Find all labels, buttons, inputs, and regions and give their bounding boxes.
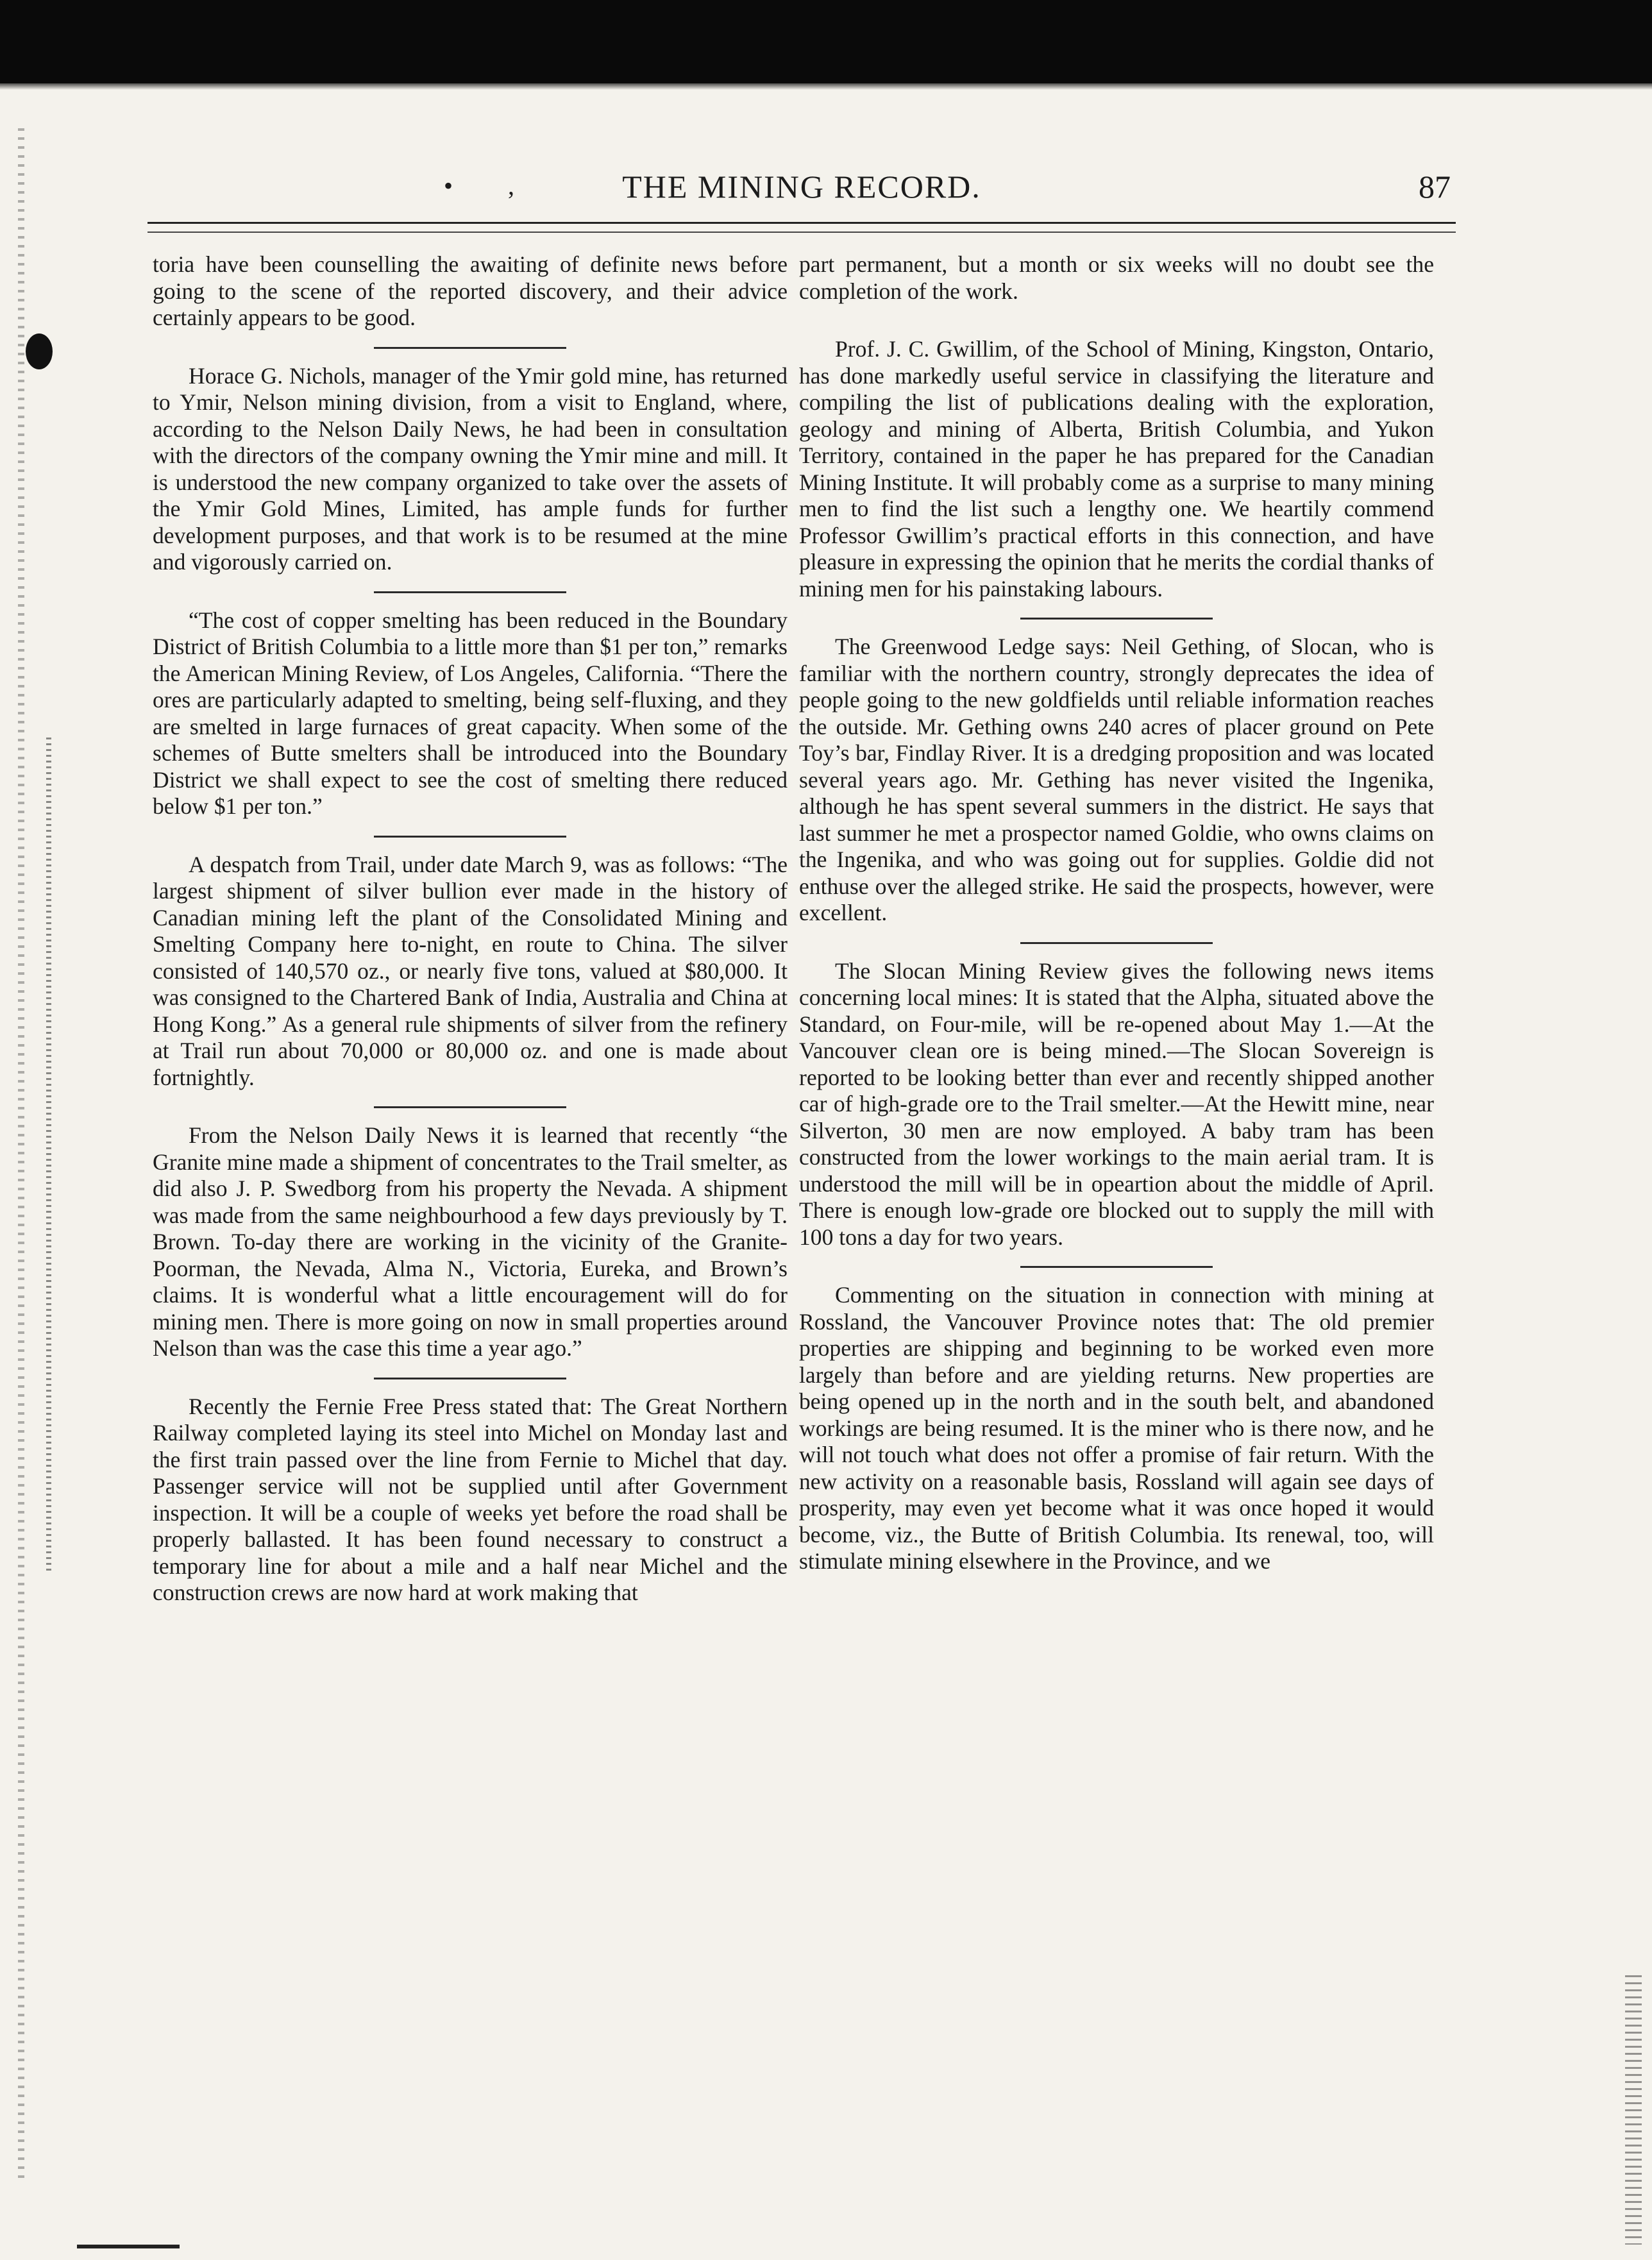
header-rule: [148, 222, 1456, 233]
paragraph-left-1: toria have been counselling the awaiting of definite news before going to the scene of the reported discovery, and their advice certainly appears to be good.: [153, 251, 788, 330]
paragraph-right-3: The Greenwood Ledge says: Neil Gething, of Slocan, who is familiar with the northern country, strongly deprecates the idea of people going to the new goldfields until reliable information reaches the outside. Mr. Gething owns 240 acres of placer ground on Pete Toy’s bar, Findlay River. It is a dredging proposition and was located several years ago. Mr. Gething has never visited the Ingenika, although he has spent several summers in the district. He says that last summer he met a prospector named Goldie, who owns claims on the Ingenika, and who was going out for supplies. Goldie did not enthuse over the alleged strike. He said the prospects, however, were excellent.: [799, 634, 1434, 925]
section-divider: [1020, 618, 1213, 620]
scan-left-edge: [18, 128, 24, 2180]
paragraph-left-3: “The cost of copper smelting has been reduced in the Boundary District of British Columbia to a little more than $1 per ton,” remarks the American Mining Review, of Los Angeles, California. “There the ores are particularly adapted to smelting, being self-fluxing, and they are smelted in large furnaces of great capacity. When some of the schemes of Butte smelters shall be introduced into the Boundary District we shall expect to see the cost of smelting there reduced below $1 per ton.”: [153, 607, 788, 819]
header-dots: • ,: [444, 171, 539, 200]
section-divider: [1020, 942, 1213, 944]
scan-right-edge: [1625, 1975, 1642, 2245]
scan-left-binding: [46, 738, 51, 1571]
section-divider: [374, 836, 566, 838]
journal-title: THE MINING RECORD.: [622, 169, 981, 205]
paragraph-left-2: Horace G. Nichols, manager of the Ymir gold mine, has returned to Ymir, Nelson mining division, from a visit to England, where, according to the Nelson Daily News, he had been in consultation with the directors of the company owning the Ymir mine and mill. It is understood the new company organized to take over the assets of the Ymir Gold Mines, Limited, has ample funds for further development purposes, and that work is to be resumed at the mine and vigorously carried on.: [153, 362, 788, 575]
scan-top-border: [0, 0, 1652, 83]
punch-hole: [26, 333, 53, 369]
paragraph-left-6: Recently the Fernie Free Press stated that: The Great Northern Railway completed laying its steel into Michel on Monday last and the first train passed over the line from Fernie to Michel that day. Passenger service will not be supplied until after Government inspection. It will be a couple of weeks yet before the road shall be properly ballasted. It has been found necessary to construct a temporary line for about a mile and a half near Michel and the construction crews are now hard at work making that: [153, 1393, 788, 1605]
section-divider: [374, 591, 566, 593]
scan-foot-mark: [77, 2245, 180, 2248]
page-number: 87: [1419, 169, 1451, 205]
paragraph-right-5: Commenting on the situation in connection with mining at Rossland, the Vancouver Province notes that: The old premier properties are shipping and beginning to be worked even more largely than before and are yielding returns. New properties are being opened up in the north and in the south belt, and abandoned workings are being resumed. It is the miner who is there now, and he will not touch what does not offer a promise of fair return. With the new activity on a reasonable basis, Rossland will again see days of prosperity, may even yet become what it was once hoped it would become, viz., the Butte of British Columbia. Its renewal, too, will stimulate mining elsewhere in the Province, and we: [799, 1282, 1434, 1574]
left-column: [153, 251, 788, 1606]
section-divider: [374, 347, 566, 349]
paragraph-left-4: A despatch from Trail, under date March 9, was as follows: “The largest shipment of silver bullion ever made in the history of Canadian mining left the plant of the Consolidated Mining and Smelting Company here to-night, en route to China. The silver consisted of 140,570 oz., or nearly five tons, valued at $80,000. It was consigned to the Chartered Bank of India, Australia and China at Hong Kong.” As a general rule shipments of silver from the refinery at Trail run about 70,000 or 80,000 oz. and one is made about fortnightly.: [153, 851, 788, 1090]
paragraph-right-1: part permanent, but a month or six weeks will no doubt see the completion of the work.: [799, 251, 1434, 304]
section-divider: [374, 1378, 566, 1379]
right-column: [799, 251, 1434, 1575]
running-header: [148, 168, 1456, 213]
section-divider: [374, 1106, 566, 1108]
paragraph-right-4: The Slocan Mining Review gives the following news items concerning local mines: It is stated that the Alpha, situated above the Standard, on Four-mile, will be re-opened about May 1.—At the Vancouver clean ore is being mined.—The Slocan Sovereign is reported to be looking better than ever and recently shipped another car of high-grade ore to the Trail smelter.—At the Hewitt mine, near Silverton, 30 men are now employed. A baby tram has been constructed from the lower workings to the main aerial tram. It is understood the mill will be in opeartion about the middle of April. There is enough low-grade ore blocked out to supply the mill with 100 tons a day for two years.: [799, 957, 1434, 1250]
section-divider: [1020, 1266, 1213, 1268]
paragraph-left-5: From the Nelson Daily News it is learned that recently “the Granite mine made a shipment of concentrates to the Trail smelter, as did also J. P. Swedborg from his property the Nevada. A shipment was made from the same neighbourhood a few days previously by T. Brown. To-day there are working in the vicinity of the Granite-Poorman, the Nevada, Alma N., Victoria, Eureka, and Brown’s claims. It is wonderful what a little encouragement will do for mining men. There is more going on now in small properties around Nelson than was the case this time a year ago.”: [153, 1122, 788, 1361]
paragraph-right-2: Prof. J. C. Gwillim, of the School of Mining, Kingston, Ontario, has done markedly useful service in classifying the literature and compiling the list of publications dealing with the exploration, geology and mining of Alberta, British Columbia, and Yukon Territory, contained in the paper he has prepared for the Canadian Mining Institute. It will probably come as a surprise to many mining men to find the list such a lengthy one. We heartily commend Professor Gwillim’s practical efforts in this connection, and have pleasure in expressing the opinion that he merits the cordial thanks of mining men for his painstaking labours.: [799, 336, 1434, 602]
